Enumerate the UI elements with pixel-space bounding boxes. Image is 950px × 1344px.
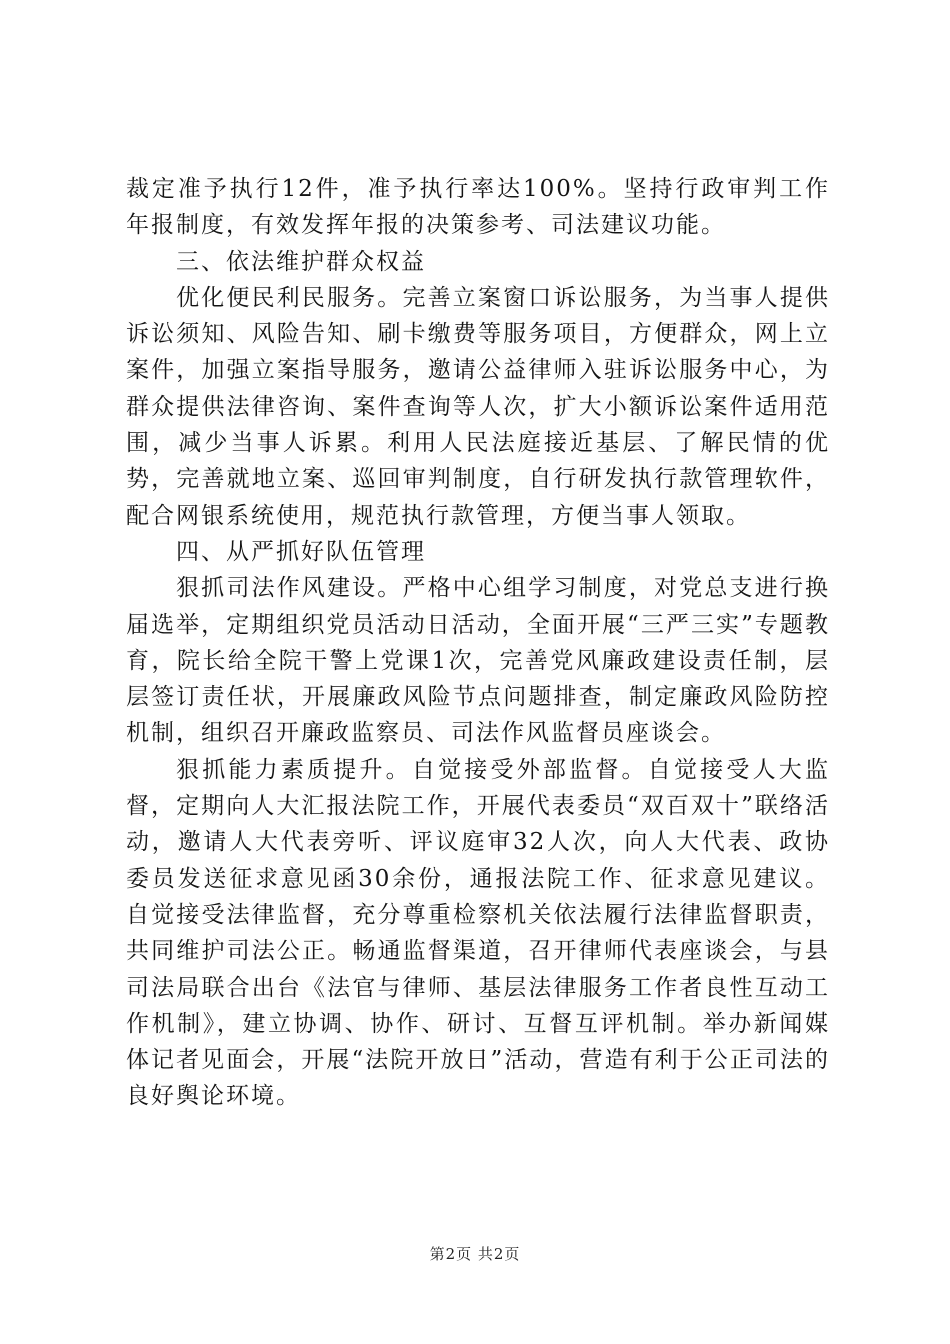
section-heading-four: 四、从严抓好队伍管理 [176, 538, 426, 565]
paragraph-convenience-services: 优化便民利民服务。完善立案窗口诉讼服务，为当事人提供诉讼须知、风险告知、刷卡缴费等服务项目，方便群众，网上立案件，加强立案指导服务，邀请公益律师入驻诉讼服务中心，为群众提供法律咨询、案件查询等人次，扩大小额诉讼案件适用范围，减少当事人诉累。利用人民法庭接近基层、了解民情的优势，完善就地立案、巡回审判制度，自行研发执行款管理软件，配合网银系统使用，规范执行款管理，方便当事人领取。 [126, 284, 830, 529]
document-body [126, 171, 830, 1115]
section-heading-three: 三、依法维护群众权益 [176, 248, 426, 275]
page-footer: 第2页 共2页 [429, 1245, 521, 1263]
paragraph-continuation: 裁定准予执行12件，准予执行率达100%。坚持行政审判工作年报制度，有效发挥年报的决策参考、司法建议功能。 [126, 176, 830, 239]
paragraph-ability-supervision: 狠抓能力素质提升。自觉接受外部监督。自觉接受人大监督，定期向人大汇报法院工作，开展代表委员“双百双十”联络活动，邀请人大代表旁听、评议庭审32人次，向人大代表、政协委员发送征求意见函30余份，通报法院工作、征求意见建议。自觉接受法律监督，充分尊重检察机关依法履行法律监督职责，共同维护司法公正。畅通监督渠道，召开律师代表座谈会，与县司法局联合出台《法官与律师、基层法律服务工作者良性互动工作机制》，建立协调、协作、研讨、互督互评机制。举办新闻媒体记者见面会，开展“法院开放日”活动，营造有利于公正司法的良好舆论环境。 [126, 756, 830, 1110]
paragraph-judicial-style: 狠抓司法作风建设。严格中心组学习制度，对党总支进行换届选举，定期组织党员活动日活动，全面开展“三严三实”专题教育，院长给全院干警上党课1次，完善党风廉政建设责任制，层层签订责任状，开展廉政风险节点问题排查，制定廉政风险防控机制，组织召开廉政监察员、司法作风监督员座谈会。 [126, 575, 830, 747]
